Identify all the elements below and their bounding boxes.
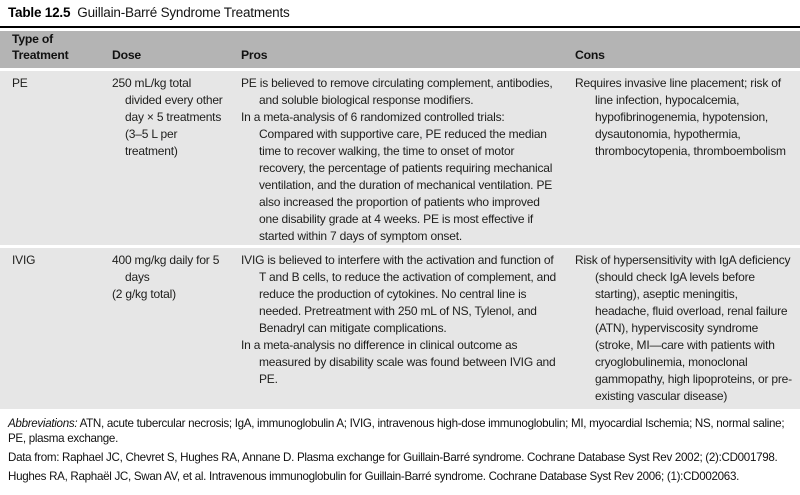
ivig-treatment-cell: IVIG xyxy=(12,253,36,267)
ivig-pros-paragraph-2: In a meta-analysis no difference in clinical outcome as measured by disability scale was found between IVIG and PE. xyxy=(241,338,556,386)
table-row-pe xyxy=(0,71,800,245)
table-footnotes xyxy=(0,409,800,484)
pe-cons-cell xyxy=(565,71,800,245)
ivig-cons-cell xyxy=(565,248,800,409)
ivig-dose-cell xyxy=(100,248,235,409)
abbreviations-label: Abbreviations: xyxy=(8,417,78,430)
ivig-cons-paragraph: Risk of hypersensitivity with IgA deficiency (should check IgA levels before starting), aseptic meningitis, headache, fluid overload, renal failure (ATN), hyperviscosity syndrome (stroke, MI—care with patients with cryoglobulinemia, monoclonal gammopathy, high lipoproteins, or pre-existing vascular disease) xyxy=(575,253,792,403)
ivig-pros-cell xyxy=(235,248,565,409)
column-header-type-of-treatment: Type of Treatment xyxy=(12,32,69,62)
pe-cons-paragraph: Requires invasive line placement; risk of line infection, hypocalcemia, hypofibrinogenemia, hypotension, dysautonomia, hypothermia, thrombocytopenia, thromboembolism xyxy=(575,76,786,158)
ivig-pros-paragraph-1: IVIG is believed to interfere with the activation and function of T and B cells, to reduce the activation of complement, and reduce the production of cytokines. No central line is needed. Pretreatment with 250 mL of NS, Tylenol, and Benadryl can mitigate complications. xyxy=(241,253,557,335)
table-header-row xyxy=(0,31,800,68)
pe-pros-paragraph-1: PE is believed to remove circulating complement, antibodies, and soluble biological response modifiers. xyxy=(241,76,553,107)
source-note-1: Data from: Raphael JC, Chevret S, Hughes RA, Annane D. Plasma exchange for Guillain-Barré syndrome. Cochrane Database Syst Rev 2002; (2):CD001798. xyxy=(8,451,778,464)
source-note-2: Hughes RA, Raphaël JC, Swan AV, et al. Intravenous immunoglobulin for Guillain-Barré syndrome. Cochrane Database Syst Rev 2006; (1):CD002063. xyxy=(8,470,740,483)
ivig-dose-paragraph-2: (2 g/kg total) xyxy=(112,287,176,301)
ivig-dose-paragraph-1: 400 mg/kg daily for 5 days xyxy=(112,253,220,284)
pe-pros-paragraph-2: In a meta-analysis of 6 randomized controlled trials: Compared with supportive care, PE reduced the median time to recover walking, the time to onset of motor recovery, the percentage of patients requiring mechanical ventilation, and the duration of mechanical ventilation. PE also increased the proportion of patients who improved one disability grade at 4 weeks. PE is most effective if started within 7 days of symptom onset. xyxy=(241,110,553,243)
table-row-ivig xyxy=(0,248,800,409)
pe-dose-cell xyxy=(100,71,235,245)
pe-dose-paragraph: 250 mL/kg total divided every other day × 5 treatments (3–5 L per treatment) xyxy=(112,76,223,158)
pe-treatment-cell: PE xyxy=(12,76,28,90)
column-header-dose: Dose xyxy=(112,48,142,62)
table-number: Table 12.5 xyxy=(8,5,71,20)
table-title xyxy=(0,4,800,22)
abbreviations-note xyxy=(8,416,792,446)
table-caption: Guillain-Barré Syndrome Treatments xyxy=(77,5,290,20)
abbreviations-text: ATN, acute tubercular necrosis; IgA, immunoglobulin A; IVIG, intravenous high-dose immunoglobulin; MI, myocardial Ischemia; NS, normal saline; PE, plasma exchange. xyxy=(8,417,785,445)
title-rule xyxy=(0,26,800,28)
column-header-cons: Cons xyxy=(575,48,605,62)
pe-pros-cell xyxy=(235,71,565,245)
column-header-pros: Pros xyxy=(241,48,268,62)
